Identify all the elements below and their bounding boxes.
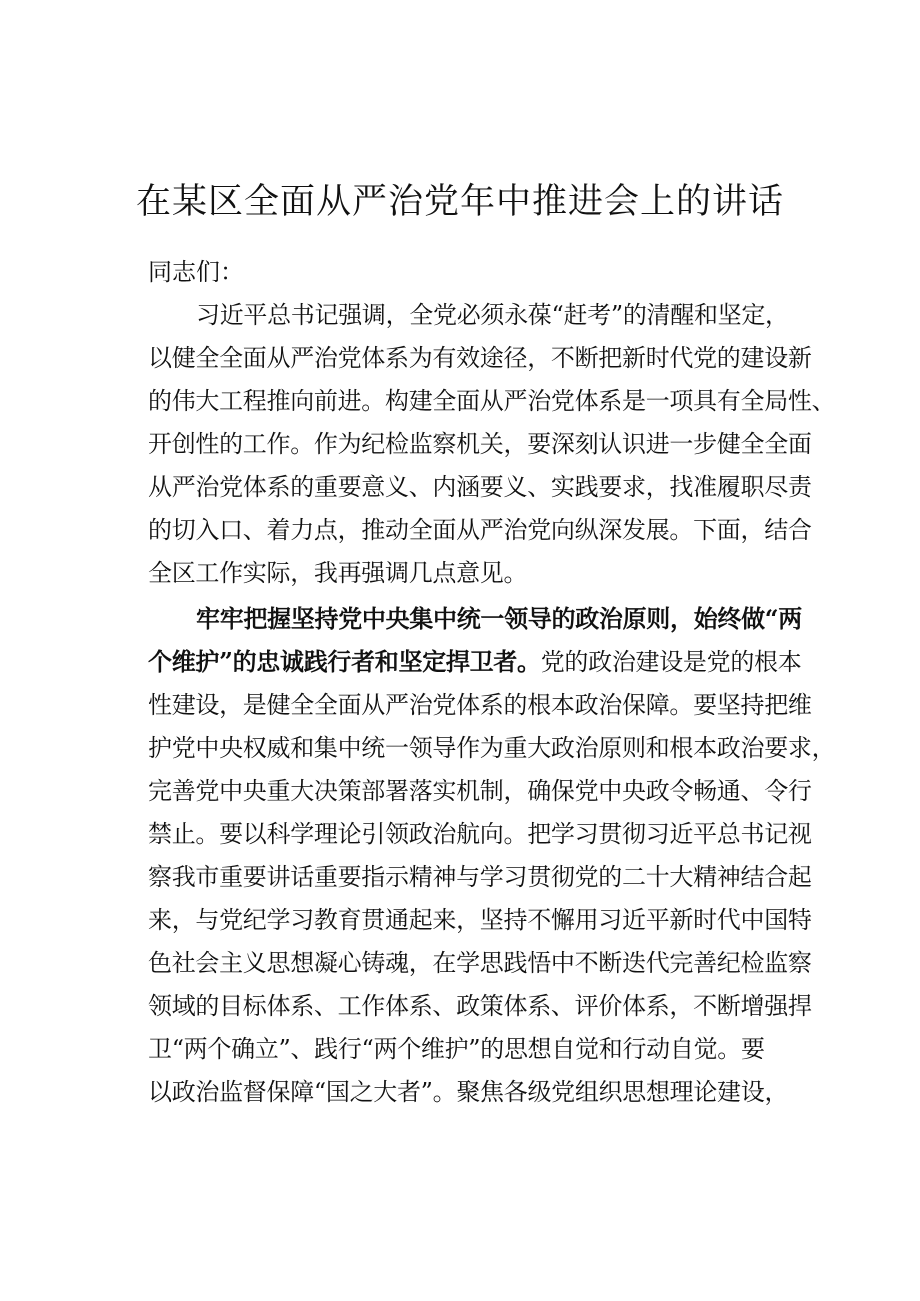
paragraph-2-line: 完善党中央重大决策部署落实机制，确保党中央政令畅通、令行 bbox=[148, 777, 812, 805]
salutation: 同志们： bbox=[148, 258, 244, 286]
paragraph-1-line: 开创性的工作。作为纪检监察机关，要深刻认识进一步健全全面 bbox=[148, 430, 812, 458]
paragraph-2-line: 禁止。要以科学理论引领政治航向。把学习贯彻习近平总书记视 bbox=[148, 820, 812, 848]
paragraph-2-line: 卫“两个确立”、践行“两个维护”的思想自觉和行动自觉。要 bbox=[148, 1035, 765, 1063]
paragraph-2-line: 察我市重要讲话重要指示精神与学习贯彻党的二十大精神结合起 bbox=[148, 863, 812, 891]
paragraph-2-line bbox=[148, 644, 801, 680]
paragraph-1-line: 的伟大工程推向前进。构建全面从严治党体系是一项具有全局性、 bbox=[148, 387, 836, 415]
paragraph-1-line: 的切入口、着力点，推动全面从严治党向纵深发展。下面，结合 bbox=[148, 516, 812, 544]
paragraph-1-line: 全区工作实际，我再强调几点意见。 bbox=[148, 559, 528, 587]
paragraph-1-line: 习近平总书记强调，全党必须永葆“赶考”的清醒和坚定， bbox=[196, 301, 789, 329]
paragraph-2-heading: 牢牢把握坚持党中央集中统一领导的政治原则，始终做“两 bbox=[196, 604, 803, 633]
paragraph-2-line: 护党中央权威和集中统一领导作为重大政治原则和根本政治要求， bbox=[148, 734, 836, 762]
paragraph-2-line: 性建设，是健全全面从严治党体系的根本政治保障。要坚持把维 bbox=[148, 691, 812, 719]
paragraph-2-heading-end: 个维护”的忠诚践行者和坚定捍卫者。 bbox=[148, 647, 541, 676]
document-title: 在某区全面从严治党年中推进会上的讲话 bbox=[135, 182, 784, 223]
paragraph-1-line: 以健全全面从严治党体系为有效途径，不断把新时代党的建设新 bbox=[148, 344, 812, 372]
paragraph-2-text: 党的政治建设是党的根本 bbox=[540, 648, 802, 676]
paragraph-2-line: 领域的目标体系、工作体系、政策体系、评价体系，不断增强捍 bbox=[148, 992, 812, 1020]
paragraph-2-line: 来，与党纪学习教育贯通起来，坚持不懈用习近平新时代中国特 bbox=[148, 906, 812, 934]
paragraph-2-line: 以政治监督保障“国之大者”。聚焦各级党组织思想理论建设， bbox=[148, 1078, 789, 1106]
paragraph-1-line: 从严治党体系的重要意义、内涵要义、实践要求，找准履职尽责 bbox=[148, 473, 812, 501]
paragraph-2-line: 色社会主义思想凝心铸魂，在学思践悟中不断迭代完善纪检监察 bbox=[148, 949, 812, 977]
